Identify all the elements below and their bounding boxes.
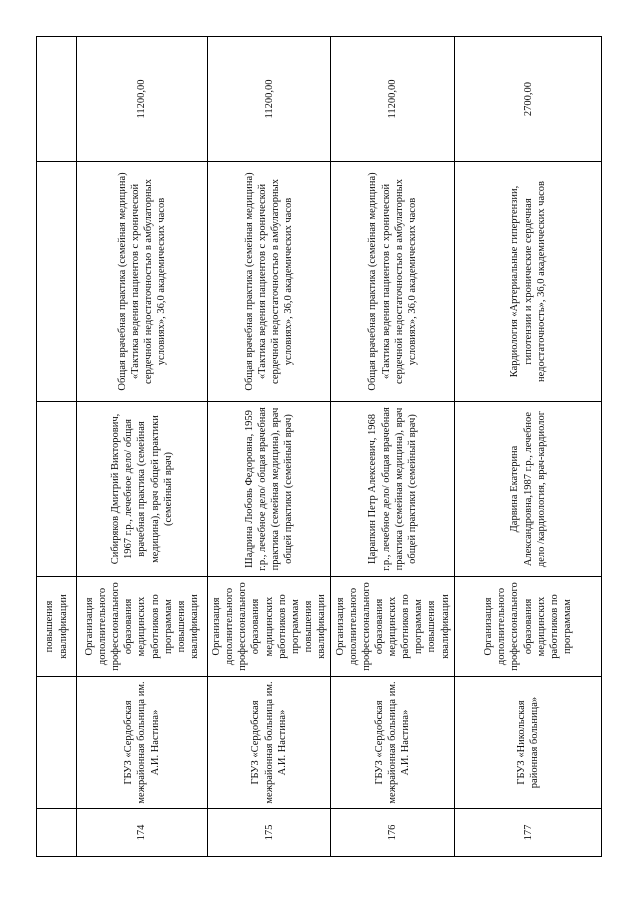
price: 11200,00 (331, 37, 455, 162)
specialist: Сибиряков Дмитрий Викторович, 1967 г.р., лечебное дело/ общая врачебная практика (семейная медицина), врач общей практики (семейный врач) (77, 402, 208, 577)
price: 11200,00 (208, 37, 331, 162)
course (37, 162, 77, 402)
organization: ГБУЗ «Сердобская межрайонная больница им. А.И. Настина» (77, 677, 208, 809)
price (37, 37, 77, 162)
program: Организация дополнительного профессионального образования медицинских работников по программам (455, 577, 602, 677)
rotated-page (36, 37, 598, 857)
specialist: Дарвина Екатерина Александровна,1987 г.р., лечебное дело /кардиология, врач-кардиолог (455, 402, 602, 577)
program: Организация дополнительного профессионального образования медицинских работников по программам повышения квалификации (77, 577, 208, 677)
row-number: 176 (331, 809, 455, 857)
table-row (77, 37, 208, 857)
price: 2700,00 (455, 37, 602, 162)
row-number: 174 (77, 809, 208, 857)
specialist (37, 402, 77, 577)
organization (37, 677, 77, 809)
course: Кардиология «Артериальные гипертензии, гипотензии и хронические сердечная недостаточность», 36,0 академических часов (455, 162, 602, 402)
program: повышения квалификации (37, 577, 77, 677)
table-row (208, 37, 331, 857)
table-row (331, 37, 455, 857)
training-table (36, 36, 602, 857)
table-row (455, 37, 602, 857)
course: Общая врачебная практика (семейная медицина) «Тактика ведения пациентов с хронической сердечной недостаточностью в амбулаторных условиях», 36,0 академических часов (77, 162, 208, 402)
specialist: Царапкин Петр Алексеевич, 1968 г.р., лечебное дело/ общая врачебная практика (семейная медицина), врач общей практики (семейный врач) (331, 402, 455, 577)
course: Общая врачебная практика (семейная медицина) «Тактика ведения пациентов с хронической сердечной недостаточностью в амбулаторных условиях», 36,0 академических часов (208, 162, 331, 402)
table-row (37, 37, 77, 857)
row-number: 175 (208, 809, 331, 857)
specialist: Шадрина Любовь Федоровна, 1959 г.р., лечебное дело/ общая врачебная практика (семейная медицина), врач общей практики (семейный врач) (208, 402, 331, 577)
organization: ГБУЗ «Сердобская межрайонная больница им. А.И. Настина» (208, 677, 331, 809)
price: 11200,00 (77, 37, 208, 162)
row-number (37, 809, 77, 857)
organization: ГБУЗ «Никольская районная больница» (455, 677, 602, 809)
program: Организация дополнительного профессионального образования медицинских работников по программам повышения квалификации (208, 577, 331, 677)
organization: ГБУЗ «Сердобская межрайонная больница им. А.И. Настина» (331, 677, 455, 809)
row-number: 177 (455, 809, 602, 857)
course: Общая врачебная практика (семейная медицина) «Тактика ведения пациентов с хронической сердечной недостаточностью в амбулаторных условиях», 36,0 академических часов (331, 162, 455, 402)
program: Организация дополнительного профессионального образования медицинских работников по программам повышения квалификации (331, 577, 455, 677)
